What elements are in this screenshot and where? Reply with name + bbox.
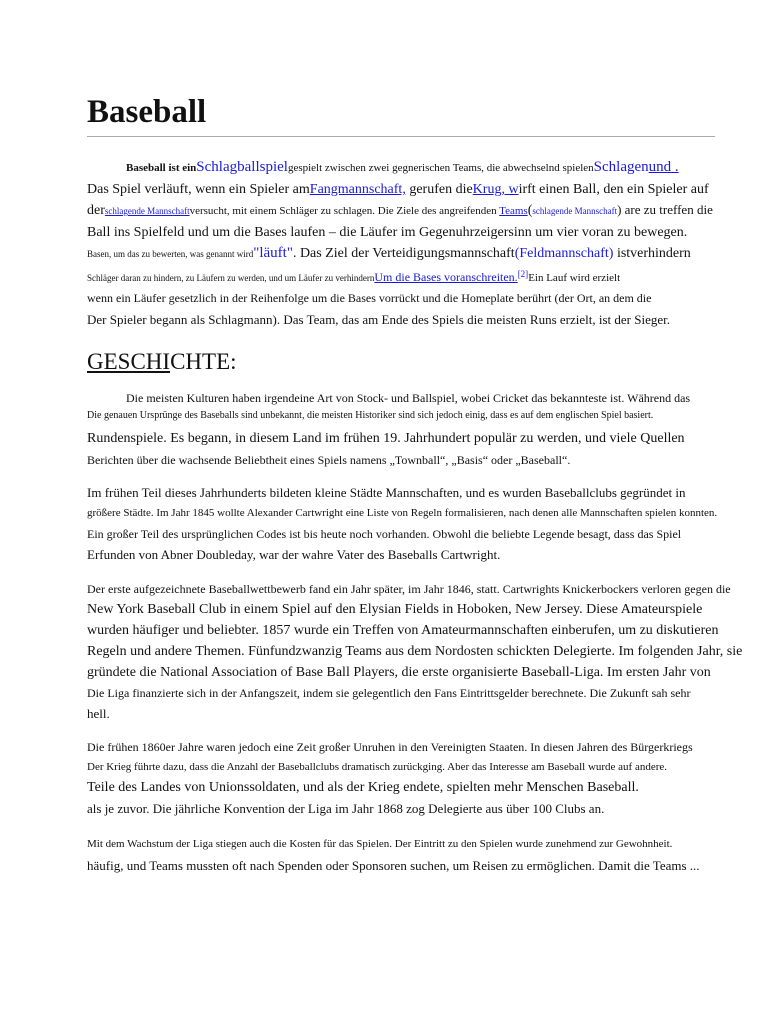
link-bases-voranschreiten[interactable]: Um die Bases voranschreiten. (374, 270, 518, 284)
paragraph-line: größere Städte. Im Jahr 1845 wollte Alexander Cartwright eine Liste von Regeln formalisieren, nach denen alle Mannschaften spielen konnten. (87, 507, 718, 519)
heading-part: GESCHI (87, 349, 171, 374)
paragraph-line: Regeln und andere Themen. Fünfundzwanzig Teams aus dem Nordosten schickten Delegierte. Im folgenden Jahr, sie (87, 644, 743, 659)
reference-link[interactable]: [2] (517, 269, 529, 279)
paragraph-line: Erfunden von Abner Doubleday, war der wahre Vater des Baseballs Cartwright. (87, 547, 501, 562)
history-paragraph-5 (87, 833, 767, 877)
link-schlagen[interactable]: Schlagen (593, 159, 649, 175)
link-feldmannschaft[interactable]: (Feldmannschaft) (514, 246, 614, 261)
paragraph-line: häufig, und Teams mussten oft nach Spenden oder Sponsoren suchen, um Reisen zu ermöglichen. Damit die Teams ... (87, 858, 700, 873)
history-paragraph-1 (87, 389, 767, 469)
intro-line-1 (87, 156, 767, 179)
intro-paragraph (87, 156, 767, 330)
section-heading-geschichte (87, 348, 767, 376)
paragraph-line: Der Krieg führte dazu, dass die Anzahl der Baseballclubs dramatisch zurückging. Aber das Interesse am Baseball wurde auf andere. (87, 761, 668, 773)
link-laeuft[interactable]: "läuft" (253, 245, 293, 261)
link-krug[interactable]: Krug, w (472, 182, 519, 197)
paragraph-line: Teile des Landes von Unionssoldaten, und als der Krieg endete, spielten mehr Menschen Baseball. (87, 780, 639, 795)
intro-text: ) are zu treffen die (617, 202, 713, 217)
intro-line-7: wenn ein Läufer gesetzlich in der Reihenfolge um die Bases vorrückt und die Homeplate berührt (der Ort, an dem die (87, 291, 652, 305)
history-paragraph-4 (87, 737, 767, 819)
intro-text: ( (527, 203, 533, 218)
intro-text: Schläger daran zu hindern, zu Läufern zu werden, und um Läufer zu verhindern (87, 273, 375, 283)
intro-text: istverhindern (613, 246, 691, 261)
paragraph-line: gründete die National Association of Base Ball Players, die erste organisierte Baseball-Liga. Im ersten Jahr von (87, 665, 711, 680)
document-page (87, 92, 767, 877)
intro-text: versucht, mit einem Schläger zu schlagen. Die Ziele des angreifenden (189, 205, 500, 217)
paragraph-line: hell. (87, 706, 110, 721)
intro-line-4: Ball ins Spielfeld und um die Bases laufen – die Läufer im Gegenuhrzeigersinn um vier voran zu bewegen. (87, 225, 688, 240)
paragraph-line: wurden häufiger und beliebter. 1857 wurde ein Treffen von Amateurmannschaften einberufen, um zu diskutieren (87, 623, 719, 638)
intro-text: Ein Lauf wird erzielt (528, 272, 621, 284)
paragraph-line: Die Liga finanzierte sich in der Anfangszeit, indem sie gelegentlich den Fans Eintrittsgelder berechnete. Die Zukunft sah sehr (87, 686, 691, 700)
intro-text: gespielt zwischen zwei gegnerischen Teams, die abwechselnd spielen (287, 162, 594, 174)
paragraph-line: Der erste aufgezeichnete Baseballwettbewerb fand ein Jahr später, im Jahr 1846, statt. Cartwrights Knickerbockers verloren gegen die (87, 582, 731, 596)
paragraph-line: Die meisten Kulturen haben irgendeine Art von Stock- und Ballspiel, wobei Cricket das bekannteste ist. Während das (126, 391, 691, 405)
paragraph-line: Mit dem Wachstum der Liga stiegen auch die Kosten für das Spielen. Der Eintritt zu den Spielen wurde zunehmend zur Gewohnheit. (87, 838, 673, 850)
paragraph-line: Die frühen 1860er Jahre waren jedoch eine Zeit großer Unruhen in den Vereinigten Staaten. In diesen Jahren des Bürgerkriegs (87, 740, 693, 754)
intro-text: der (87, 203, 105, 218)
intro-text: irft einen Ball, den ein Spieler auf (518, 182, 709, 197)
history-paragraph-2 (87, 483, 767, 565)
link-teams[interactable]: Teams (499, 205, 528, 217)
intro-line-5 (87, 244, 767, 264)
history-paragraph-3 (87, 579, 767, 725)
heading-part: CHTE: (170, 349, 237, 374)
intro-line-3 (87, 200, 767, 222)
intro-line-6 (87, 264, 767, 288)
paragraph-line: Berichten über die wachsende Beliebtheit eines Spiels namens „Townball“, „Basis“ oder „Baseball“. (87, 453, 571, 467)
intro-text: Das Spiel verläuft, wenn ein Spieler am (87, 182, 310, 197)
link-schlagende-mannschaft[interactable]: schlagende Mannschaft (104, 206, 190, 216)
link-schlagballspiel[interactable]: Schlagballspiel (196, 159, 288, 175)
intro-text: . Das Ziel der Verteidigungsmannschaft (292, 246, 515, 261)
paragraph-line: Im frühen Teil dieses Jahrhunderts bildeten kleine Städte Mannschaften, und es wurden Baseballclubs gegründet in (87, 485, 686, 500)
link-schlagende-mannschaft-2[interactable]: schlagende Mannschaft (532, 206, 618, 216)
intro-text: gerufen die (405, 182, 473, 197)
paragraph-line: als je zuvor. Die jährliche Konvention der Liga im Jahr 1868 zog Delegierte aus über 100 Clubs an. (87, 801, 605, 816)
paragraph-line: New York Baseball Club in einem Spiel auf den Elysian Fields in Hoboken, New Jersey. Diese Amateurspiele (87, 602, 703, 617)
page-title: Baseball (87, 92, 715, 137)
paragraph-line: Rundenspiele. Es begann, in diesem Land im frühen 19. Jahrhundert populär zu werden, und viele Quellen (87, 431, 685, 446)
link-und[interactable]: und . (648, 159, 679, 175)
intro-bold-lead: Baseball ist ein (126, 162, 197, 174)
link-fangmannschaft[interactable]: Fangmannschaft, (309, 182, 406, 197)
intro-text: Basen, um das zu bewerten, was genannt wird (87, 249, 254, 259)
paragraph-line: Ein großer Teil des ursprünglichen Codes ist bis heute noch vorhanden. Obwohl die beliebte Legende besagt, dass das Spiel (87, 527, 682, 541)
intro-line-8: Der Spieler begann als Schlagmann). Das Team, das am Ende des Spiels die meisten Runs erzielt, ist der Sieger. (87, 312, 670, 327)
paragraph-line: Die genauen Ursprünge des Baseballs sind unbekannt, die meisten Historiker sind sich jedoch einig, dass es auf dem englischen Spiel basiert. (87, 410, 654, 421)
intro-line-2 (87, 179, 767, 200)
